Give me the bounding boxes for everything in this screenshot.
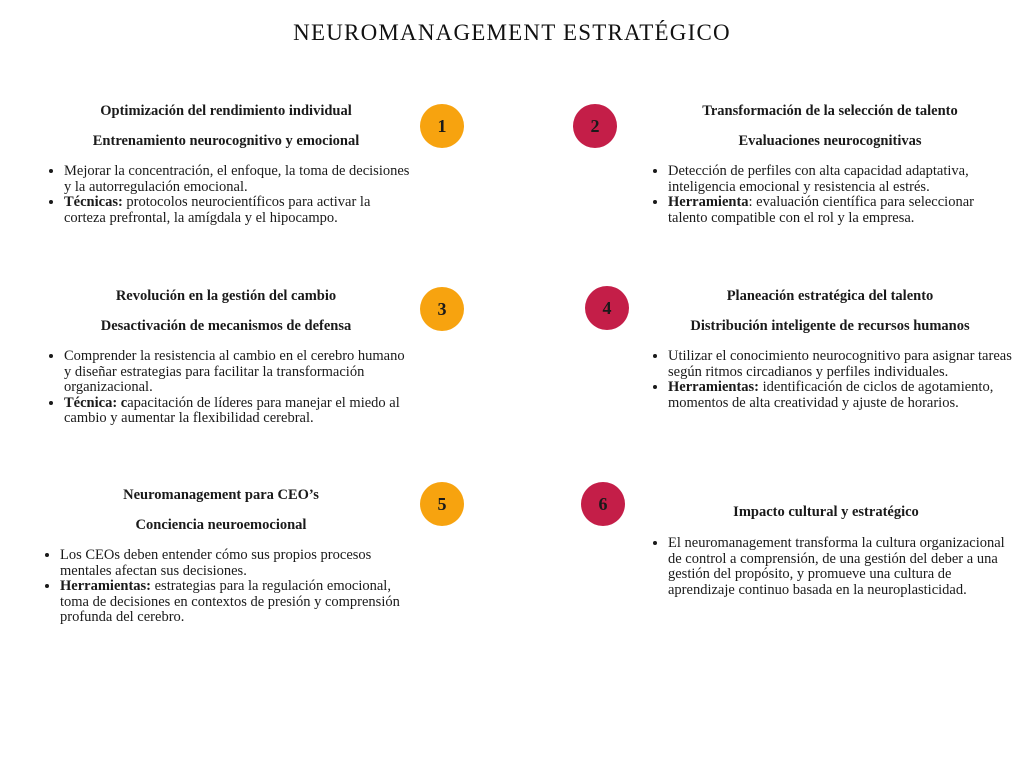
list-item: • Herramientas: identificación de ciclos de agotamiento, momentos de alta creatividad y ajuste de horarios. — [668, 380, 1014, 411]
section-6-title: Impacto cultural y estratégico — [733, 504, 919, 520]
step-1-badge — [420, 104, 464, 148]
section-5-title: Neuromanagement para CEO’s — [123, 487, 319, 503]
list-item: • Herramientas: estrategias para la regulación emocional, toma de decisiones en contextos de presión y comprensión profunda del cerebro. — [60, 579, 404, 626]
step-6-badge — [581, 482, 625, 526]
section-1-title: Optimización del rendimiento individual — [100, 103, 352, 119]
list-item: • Los CEOs deben entender cómo sus propios procesos mentales afectan sus decisiones. — [60, 548, 404, 579]
step-4-number: 4 — [602, 297, 612, 318]
list-item: • Herramienta: evaluación científica para seleccionar talento compatible con el rol y la empresa. — [668, 195, 1014, 226]
step-2-badge — [573, 104, 617, 148]
section-3-subtitle: Desactivación de mecanismos de defensa — [100, 318, 352, 334]
list-item: • Detección de perfiles con alta capacidad adaptativa, inteligencia emocional y resistencia al estrés. — [668, 164, 1014, 195]
list-item: • Utilizar el conocimiento neurocognitivo para asignar tareas según ritmos circadianos y perfiles individuales. — [668, 349, 1014, 380]
step-3-badge — [420, 287, 464, 331]
section-1-list — [42, 164, 410, 226]
step-3-number: 3 — [437, 298, 447, 319]
section-3-list — [42, 349, 410, 427]
list-item: • Técnicas: protocolos neurocientíficos para activar la corteza prefrontal, la amígdala y el hipocampo. — [64, 195, 410, 226]
section-4-title: Planeación estratégica del talento — [726, 288, 934, 304]
list-item: • Mejorar la concentración, el enfoque, la toma de decisiones y la autorregulación emocional. — [64, 164, 410, 195]
section-4 — [646, 287, 1014, 411]
step-1-number: 1 — [437, 115, 447, 136]
section-2-subtitle: Evaluaciones neurocognitivas — [738, 133, 922, 149]
step-2-number: 2 — [590, 115, 600, 136]
section-5-subtitle: Conciencia neuroemocional — [135, 517, 307, 533]
section-2-title: Transformación de la selección de talento — [702, 103, 958, 119]
list-item: • El neuromanagement transforma la cultura organizacional de control a comprensión, de una gestión del deber a una gestión del propósito, y promueve una cultura de aprendizaje continuo basada en la neuroplasticidad. — [668, 536, 1006, 598]
section-1-subtitle: Entrenamiento neurocognitivo y emocional — [92, 133, 360, 149]
list-item: • Técnica: capacitación de líderes para manejar el miedo al cambio y aumentar la flexibilidad cerebral. — [64, 396, 410, 427]
step-5-badge — [420, 482, 464, 526]
section-4-list — [646, 349, 1014, 411]
section-2-list — [646, 164, 1014, 226]
section-4-subtitle: Distribución inteligente de recursos humanos — [690, 318, 970, 334]
section-5-list — [38, 548, 404, 626]
section-3 — [42, 287, 410, 427]
list-item: • Comprender la resistencia al cambio en el cerebro humano y diseñar estrategias para facilitar la transformación organizacional. — [64, 349, 410, 396]
step-4-badge — [585, 286, 629, 330]
section-2 — [646, 102, 1014, 226]
section-3-title: Revolución en la gestión del cambio — [115, 288, 337, 304]
section-6 — [646, 503, 1006, 598]
section-6-list — [646, 536, 1006, 598]
section-5 — [38, 486, 404, 626]
section-1 — [42, 102, 410, 226]
step-5-number: 5 — [437, 493, 447, 514]
step-6-number: 6 — [598, 493, 608, 514]
page-title: NEUROMANAGEMENT ESTRATÉGICO — [293, 20, 731, 45]
